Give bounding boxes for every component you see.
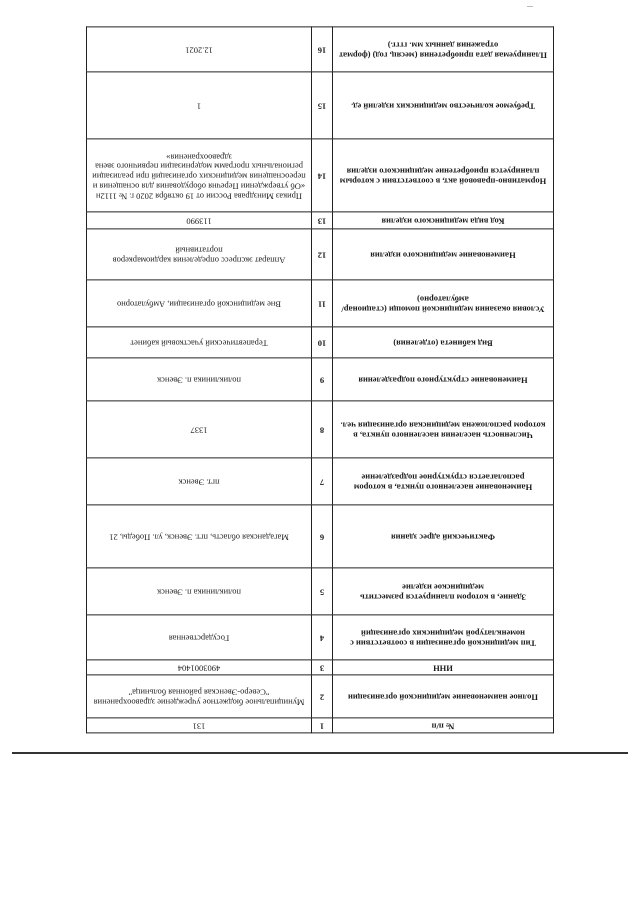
row-header: ИНН (333, 660, 554, 675)
table-row (87, 458, 554, 505)
row-header: Планируемая дата приобретения (месяц, год) (формат отражения данных мм. гггг.) (333, 27, 554, 72)
table-row (87, 229, 554, 280)
row-header: Тип медицинской организации в соответствии с номенклатурой медицинских организаций (333, 615, 554, 660)
row-value: 1337 (87, 401, 312, 458)
table-row (87, 212, 554, 229)
row-value: 4903001404 (87, 660, 312, 675)
table-row (87, 72, 554, 139)
table-row (87, 280, 554, 327)
row-value: Магаданская область, пгт. Эвенск, ул. Победы, 21 (87, 505, 312, 568)
table-row (87, 27, 554, 72)
row-value: поликлиника п. Эвенск (87, 358, 312, 401)
row-number: 15 (312, 72, 333, 139)
row-header: Наименование медицинского изделия (333, 229, 554, 280)
row-number: 9 (312, 358, 333, 401)
row-number: 3 (312, 660, 333, 675)
row-header: Наименование структурного подразделения (333, 358, 554, 401)
row-number: 10 (312, 327, 333, 358)
row-header: № п/п (333, 718, 554, 733)
equipment-registry-table (86, 27, 554, 734)
row-value: 12.2021 (87, 27, 312, 72)
row-value: Государственная (87, 615, 312, 660)
row-header: Код вида медицинского изделия (333, 212, 554, 229)
scanned-form-upside-down (86, 27, 554, 734)
row-number: 1 (312, 718, 333, 733)
row-value: Терапевтический участковый кабинет (87, 327, 312, 358)
scan-speck (527, 6, 533, 7)
row-value: Вне медицинской организации, Амбулаторно (87, 280, 312, 327)
table-row (87, 615, 554, 660)
table-row (87, 139, 554, 212)
row-header: Нормативно-правовой акт, в соответствии с которым планируется приобретение медицинского изделия (333, 139, 554, 212)
row-number: 11 (312, 280, 333, 327)
row-value: 113990 (87, 212, 312, 229)
row-value: Аппарат экспресс определения кардиомаркеров портативный (87, 229, 312, 280)
row-value: 131 (87, 718, 312, 733)
row-header: Численность населения населенного пункта, в котором расположена медицинская организация чел. (333, 401, 554, 458)
row-header: Условия оказания медицинской помощи (стационар/амбулаторно) (333, 280, 554, 327)
table-row (87, 401, 554, 458)
row-header: Требуемое количество медицинских изделий ед. (333, 72, 554, 139)
row-header: Наименование населенного пункта, в котором располагается структурное подразделение (333, 458, 554, 505)
row-number: 2 (312, 675, 333, 718)
row-number: 12 (312, 229, 333, 280)
row-value: пгт. Эвенск (87, 458, 312, 505)
table-row (87, 660, 554, 675)
row-number: 14 (312, 139, 333, 212)
row-header: Полное наименование медицинской организации (333, 675, 554, 718)
table-row (87, 568, 554, 615)
row-number: 5 (312, 568, 333, 615)
row-number: 8 (312, 401, 333, 458)
row-number: 6 (312, 505, 333, 568)
table-row (87, 718, 554, 733)
row-number: 13 (312, 212, 333, 229)
row-value: 1 (87, 72, 312, 139)
row-header: Вид кабинета (отделения) (333, 327, 554, 358)
row-number: 7 (312, 458, 333, 505)
page-divider-line (12, 752, 628, 754)
row-header: Здание, в котором планируется разместить медицинское изделие (333, 568, 554, 615)
table-row (87, 327, 554, 358)
row-value: Муниципальное бюджетное учреждение здравоохранения "Северо-Эвенская районная больница" (87, 675, 312, 718)
table-row (87, 358, 554, 401)
table-row (87, 505, 554, 568)
row-value: Приказ Минздрава России от 19 октября 2020 г. № 1112н «Об утверждении Перечня оборудования для оснащения и переоснащения медицинских организаций при реализации региональных программ модернизации первичного звена здравоохранения» (87, 139, 312, 212)
row-header: Фактический адрес здания (333, 505, 554, 568)
row-value: поликлиника п. Эвенск (87, 568, 312, 615)
row-number: 16 (312, 27, 333, 72)
table-row (87, 675, 554, 718)
row-number: 4 (312, 615, 333, 660)
